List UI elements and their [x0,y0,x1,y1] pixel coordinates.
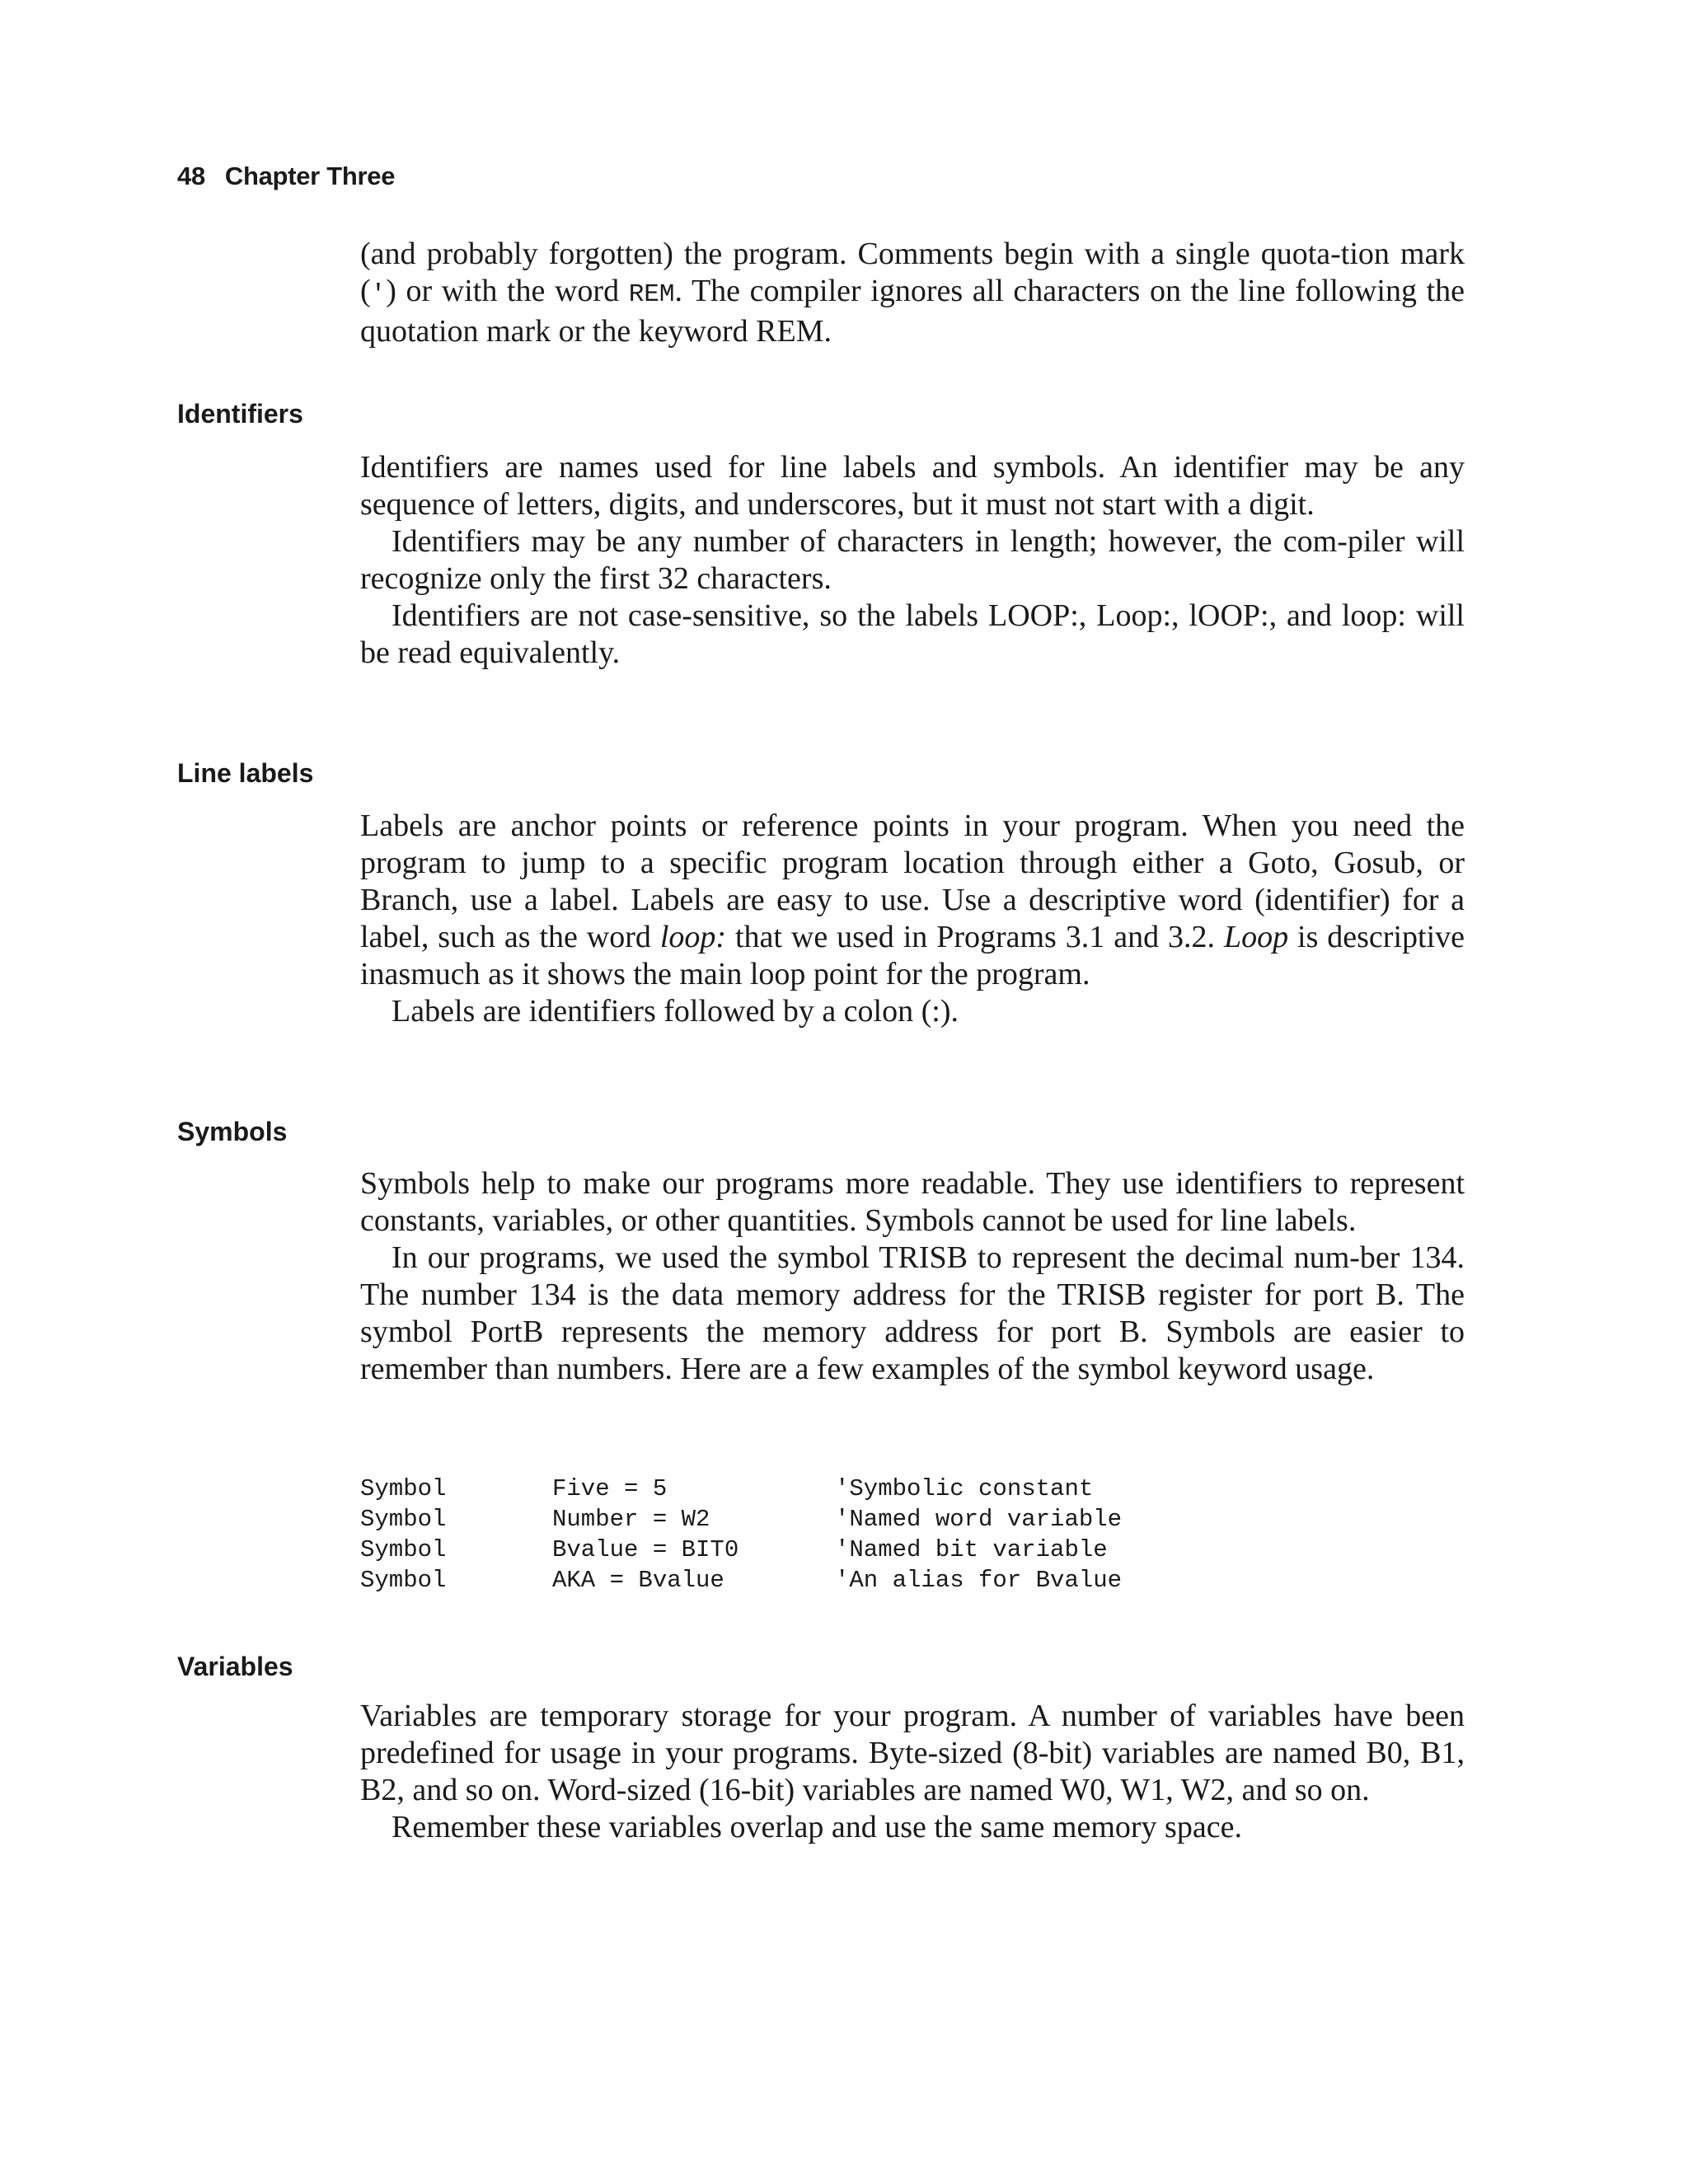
code-line: Symbol AKA = Bvalue 'An alias for Bvalue [360,1567,1123,1594]
running-header [177,162,395,191]
symbols-p2: In our programs, we used the symbol TRISB to represent the decimal num-ber 134. The number 134 is the data memory address for the TRISB register for port B. The symbol PortB represents the memory address for port B. Symbols are easier to remember than numbers. Here are a few examples of the symbol keyword usage. [360,1240,1465,1386]
symbols-p1: Symbols help to make our programs more readable. They use identifiers to represent constants, variables, or other quantities. Symbols cannot be used for line labels. [360,1166,1465,1238]
rem-keyword-code: REM [628,280,675,309]
line-labels-p1: Labels are anchor points or reference points in your program. When you need the program to jump to a specific program location through either a Goto, Gosub, or Branch, use a label. Labels are easy to use. Use a descriptive word (identifier) for a label, such as the word loop: that we used in Programs 3.1 and 3.2. Loop is descriptive inasmuch as it shows the main loop point for the program. [360,808,1465,991]
line-labels-body [360,808,1465,1030]
identifiers-p3: Identifiers are not case-sensitive, so the labels LOOP:, Loop:, lOOP:, and loop: will be read equivalently. [360,598,1465,670]
variables-p2: Remember these variables overlap and use the same memory space. [392,1810,1242,1844]
identifiers-body [360,449,1465,672]
line-labels-p2: Labels are identifiers followed by a colon (:). [392,994,959,1029]
intro-paragraph [360,236,1465,350]
page-number: 48 [177,162,205,190]
identifiers-heading: Identifiers [177,399,303,429]
code-line: Symbol Five = 5 'Symbolic constant [360,1475,1094,1502]
identifiers-p1: Identifiers are names used for line labels and symbols. An identifier may be any sequence of letters, digits, and underscores, but it must not start with a digit. [360,450,1465,522]
symbols-body [360,1165,1465,1388]
line-labels-heading: Line labels [177,758,314,788]
code-line: Symbol Number = W2 'Named word variable [360,1506,1123,1533]
chapter-title: Chapter Three [224,162,396,190]
intro-text-a: (and probably forgotten) the program. Comments begin with a single quota-tion mark ( [360,237,1465,308]
identifiers-p2: Identifiers may be any number of characters in length; however, the com-piler will recognize only the first 32 characters. [360,524,1465,596]
code-line: Symbol Bvalue = BIT0 'Named bit variable [360,1536,1108,1563]
intro-text-c: . The compiler ignores all characters on the line following the quotation mark or the keyword REM. [360,274,1465,349]
quote-mark-code: ' [370,280,387,309]
variables-heading: Variables [177,1652,293,1681]
intro-text-b: ) or with the word [386,274,629,308]
variables-body [360,1698,1465,1846]
variables-p1: Variables are temporary storage for your program. A number of variables have been predefined for usage in your programs. Byte-sized (8-bit) variables are named B0, B1, B2, and so on. Word-sized (16-bit) variables are named W0, W1, W2, and so on. [360,1699,1465,1807]
symbols-heading: Symbols [177,1117,288,1146]
code-example [360,1474,1247,1596]
